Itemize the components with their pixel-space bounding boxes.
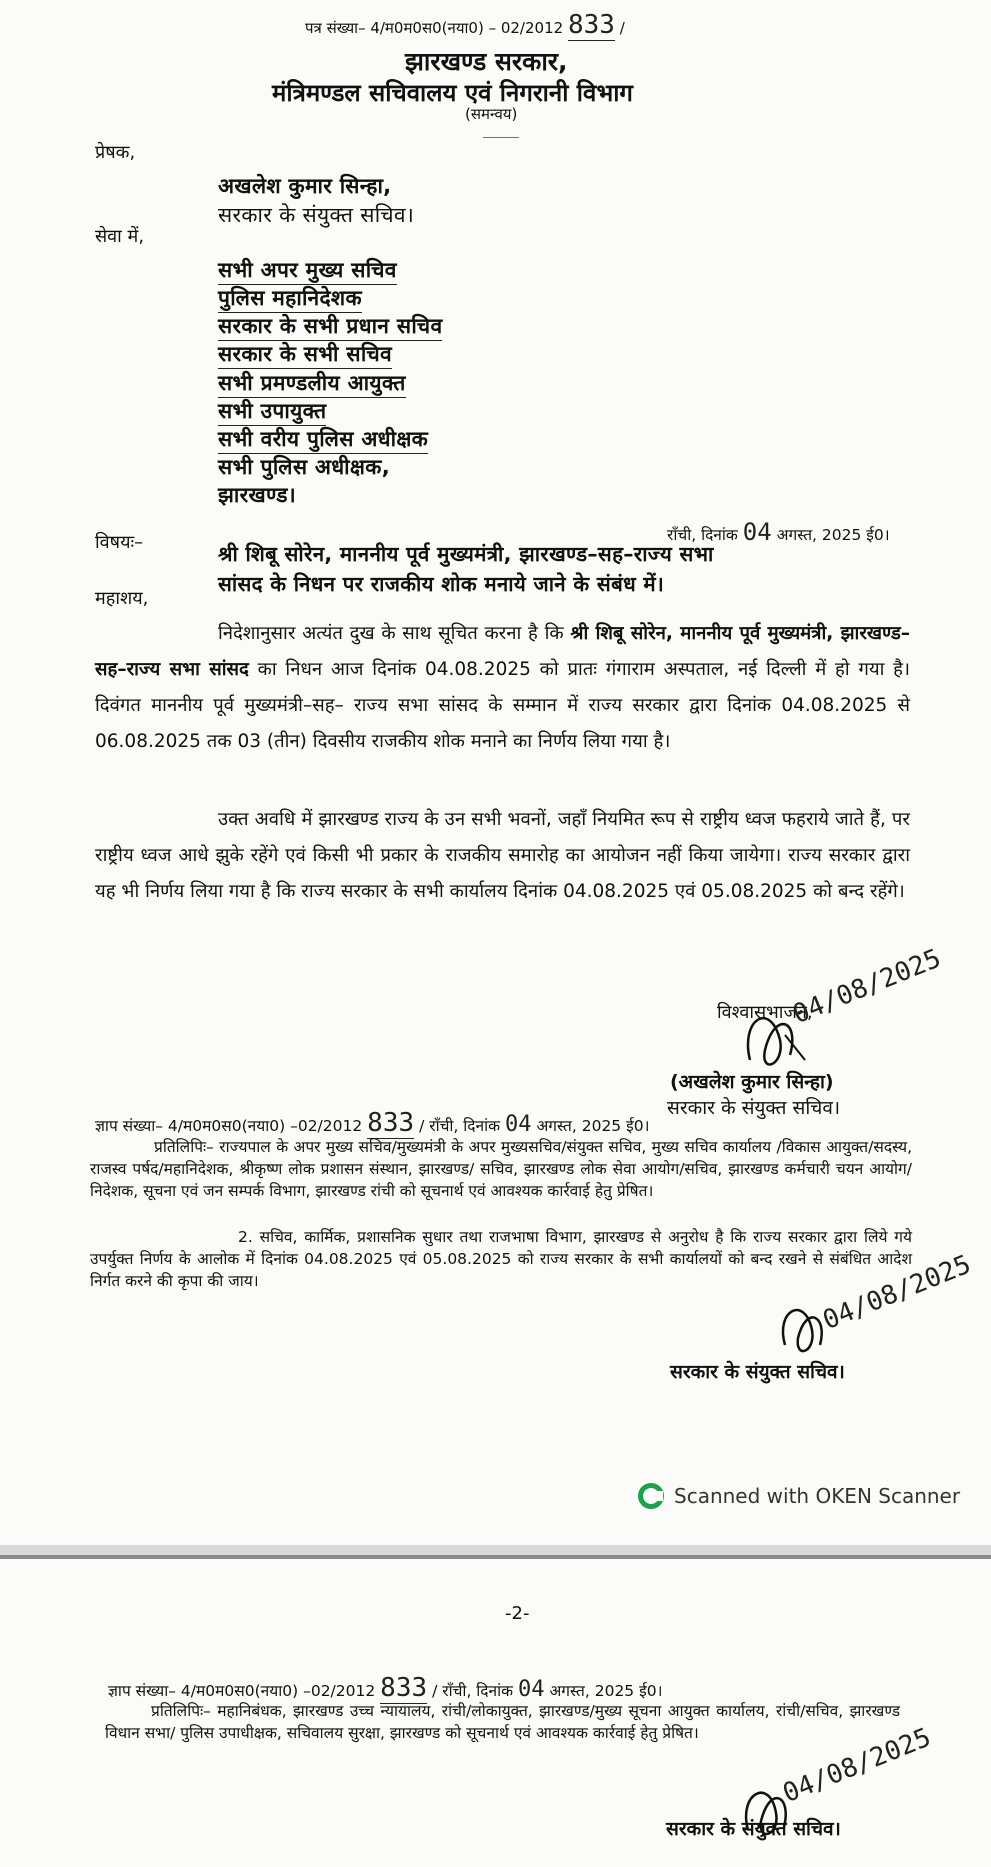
section-label: (समन्वय) [465, 105, 518, 123]
page-number: -2- [505, 1603, 530, 1624]
scanner-watermark [638, 1483, 960, 1509]
recipient-item: सरकार के सभी सचिव [218, 340, 392, 369]
memo-number [95, 1108, 649, 1138]
para1-text: निदेशानुसार अत्यंत दुख के साथ सूचित करना है कि [218, 623, 564, 644]
sender-label: प्रेषक, [95, 142, 136, 163]
government-heading: झारखण्ड सरकार, [405, 47, 568, 76]
memo-date-prefix: / राँची, दिनांक [432, 1682, 514, 1700]
letter-number-handwritten: 833 [567, 10, 615, 40]
recipient-item: सरकार के सभी प्रधान सचिव [218, 312, 442, 341]
copy-paragraph-2: 2. सचिव, कार्मिक, प्रशासनिक सुधार तथा राजभाषा विभाग, झारखण्ड से अनुरोध है कि राज्य सरकार द्वारा लिये गये उपर्युक्त निर्णय के आलोक में दिनांक 04.08.2025 एवं 05.08.2025 को राज्य सरकार के सभी कार्यालयों को बन्द रखने से संबंधित आदेश निर्गत करने की कृपा की जाय। [90, 1228, 912, 1290]
date-prefix: राँची, दिनांक [667, 526, 738, 544]
signature-2-date: 04/08/2025 [818, 1249, 976, 1336]
signatory-title: सरकार के संयुक्त सचिव। [667, 1097, 841, 1119]
body-paragraph-2: उक्त अवधि में झारखण्ड राज्य के उन सभी भवनों, जहाँ नियमित रूप से राष्ट्रीय ध्वज फहराये जाते हैं, पर राष्ट्रीय ध्वज आधे झुके रहेंगे एवं किसी भी प्रकार के राजकीय समारोह का आयोजन नहीं किया जायेगा। राज्य सरकार द्वारा यह भी निर्णय लिया गया है कि राज्य सरकार के सभी कार्यालय दिनांक 04.08.2025 एवं 05.08.2025 को बन्द रहेंगे। [95, 809, 910, 902]
signature-2-title: सरकार के संयुक्त सचिव। [670, 1361, 845, 1383]
signatory-name: (अखलेश कुमार सिन्हा) [670, 1071, 834, 1093]
sender-name: अखलेश कुमार सिन्हा, [218, 174, 392, 198]
memo-number [108, 1673, 662, 1703]
para1-text-cont: का निधन आज दिनांक 04.08.2025 को प्रातः गंगाराम अस्पताल, नई दिल्ली में हो गया है। दिवंगत माननीय पूर्व मुख्यमंत्री–सह– राज्य सभा सांसद के सम्मान में राज्य सरकार द्वारा दिनांक 04.08.2025 से 06.08.2025 तक 03 (तीन) दिवसीय राजकीय शोक मनाने का निर्णय लिया गया है। [95, 659, 910, 752]
copy-paragraph: प्रतिलिपिः– महानिबंधक, झारखण्ड उच्च न्यायालय, रांची/लोकायुक्त, झारखण्ड/मुख्य सूचना आयुक्त कार्यालय, रांची/सचिव, झारखण्ड विधान सभा/ पुलिस उपाधीक्षक, सचिवालय सुरक्षा, झारखण्ड को सूचनार्थ एवं आवश्यक कार्रवाई हेतु प्रेषित। [105, 1702, 900, 1742]
page-gap [0, 1545, 991, 1555]
memo-prefix: ज्ञाप संख्या– 4/म0म0स0(नया0) –02/2012 [95, 1117, 363, 1135]
salutation: महाशय, [95, 588, 149, 609]
date-handwritten: 04 [742, 518, 772, 546]
memo-date-suffix: अगस्त, 2025 ई0। [536, 1117, 650, 1135]
heading-divider [483, 137, 519, 138]
para1-bold-name: श्री शिबू सोरेन, माननीय पूर्व मुख्यमंत्री, झारखण्ड–सह–राज्य सभा सांसद [95, 623, 910, 680]
to-label: सेवा में, [95, 226, 145, 247]
recipient-item: सभी उपायुक्त [218, 397, 326, 426]
letter-number [305, 10, 625, 40]
letter-number-prefix: पत्र संख्या– 4/म0म0स0(नया0) – 02/2012 [305, 19, 564, 37]
memo-date-handwritten: 04 [505, 1112, 532, 1137]
recipient-item: झारखण्ड। [218, 483, 297, 507]
recipient-item: सभी अपर मुख्य सचिव [218, 256, 397, 285]
signature-3-date: 04/08/2025 [778, 1722, 936, 1809]
memo-date-suffix: अगस्त, 2025 ई0। [549, 1682, 663, 1700]
scanner-logo-icon [638, 1483, 664, 1509]
recipient-item: पुलिस महानिदेशक [218, 284, 362, 313]
subject-line-2: सांसद के निधन पर राजकीय शोक मनाये जाने के संबंध में। [218, 572, 665, 596]
signature-1-date: 04/08/2025 [788, 943, 946, 1030]
recipient-item: सभी पुलिस अधीक्षक, [218, 455, 390, 479]
document-page-2 [0, 1555, 991, 1867]
scanner-text: Scanned with OKEN Scanner [674, 1484, 961, 1508]
memo-number-handwritten: 833 [380, 1673, 428, 1703]
subject-label: विषयः– [95, 532, 144, 553]
recipient-item: सभी प्रमण्डलीय आयुक्त [218, 369, 406, 398]
memo-date-handwritten: 04 [518, 1677, 545, 1702]
body-paragraph-1 [95, 616, 910, 760]
copy-paragraph: प्रतिलिपिः– राज्यपाल के अपर मुख्य सचिव/मुख्यमंत्री के अपर मुख्यसचिव/संयुक्त सचिव, मुख्य सचिव कार्यालय /विकास आयुक्त/सदस्य, राजस्व पर्षद/महानिदेशक, श्रीकृष्ण लोक प्रशासन संस्थान, झारखण्ड/ सचिव, झारखण्ड लोक सेवा आयोग/सचिव, झारखण्ड कर्मचारी चयन आयोग/निदेशक, सूचना एवं जन सम्पर्क विभाग, झारखण्ड रांची को सूचनार्थ एवं आवश्यक कार्रवाई हेतु प्रेषित। [90, 1138, 912, 1200]
signature-3-title: सरकार के संयुक्त सचिव। [666, 1818, 841, 1840]
recipient-item: सभी वरीय पुलिस अधीक्षक [218, 425, 428, 454]
memo-prefix: ज्ञाप संख्या– 4/म0म0स0(नया0) –02/2012 [108, 1682, 376, 1700]
sender-title: सरकार के संयुक्त सचिव। [218, 203, 415, 227]
date-suffix: अगस्त, 2025 ई0। [776, 526, 890, 544]
memo-date-prefix: / राँची, दिनांक [419, 1117, 501, 1135]
closing: विश्वासभाजन, [717, 1002, 813, 1023]
department-heading: मंत्रिमण्डल सचिवालय एवं निगरानी विभाग [272, 79, 633, 107]
subject-line-1: श्री शिबू सोरेन, माननीय पूर्व मुख्यमंत्री, झारखण्ड–सह–राज्य सभा [218, 542, 714, 566]
memo-number-handwritten: 833 [367, 1108, 415, 1138]
letter-number-suffix: / [619, 19, 625, 37]
